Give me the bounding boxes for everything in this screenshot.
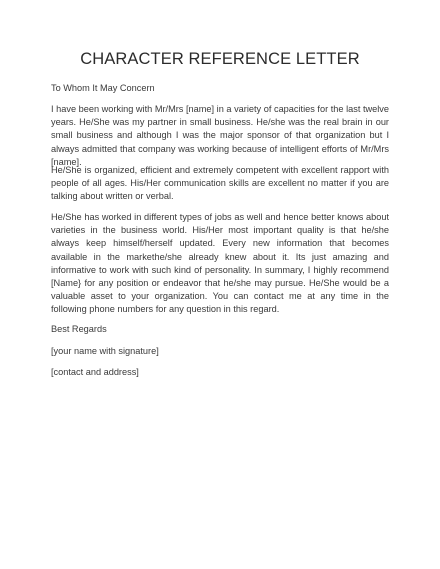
letter-closing: Best Regards bbox=[51, 324, 107, 334]
letter-paragraph-3: He/She has worked in different types of jobs as well and hence better knows about varieties in the business world. His/Her most important quality is that he/she always keep himself/herself updated. Every new information that becomes available in the markethe/she already knew about it. Its just amazing and informative to work with such kind of personality. In summary, I highly recommend [Name} for any position or endeavor that he/she may pursue. He/She would be a valuable asset to your organization. You can contact me at any time in the following phone numbers for any question in this regard. bbox=[51, 212, 389, 315]
letter-title: CHARACTER REFERENCE LETTER bbox=[80, 50, 360, 68]
letter-signature: [your name with signature] bbox=[51, 346, 159, 356]
letter-salutation: To Whom It May Concern bbox=[51, 83, 155, 93]
letter-paragraph-1: I have been working with Mr/Mrs [name] in a variety of capacities for the last twelve years. He/She was my partner in small business. He/she was the real brain in our small business and although I was the major sponsor of that organization but I always admitted that company was working because of intelligent efforts of Mr/Mrs [name]. bbox=[51, 104, 389, 167]
letter-paragraph-2: He/She is organized, efficient and extremely competent with excellent rapport with people of all ages. His/Her communication skills are excellent no matter if you are talking about written or verbal. bbox=[51, 165, 389, 202]
letter-contact: [contact and address] bbox=[51, 367, 139, 377]
